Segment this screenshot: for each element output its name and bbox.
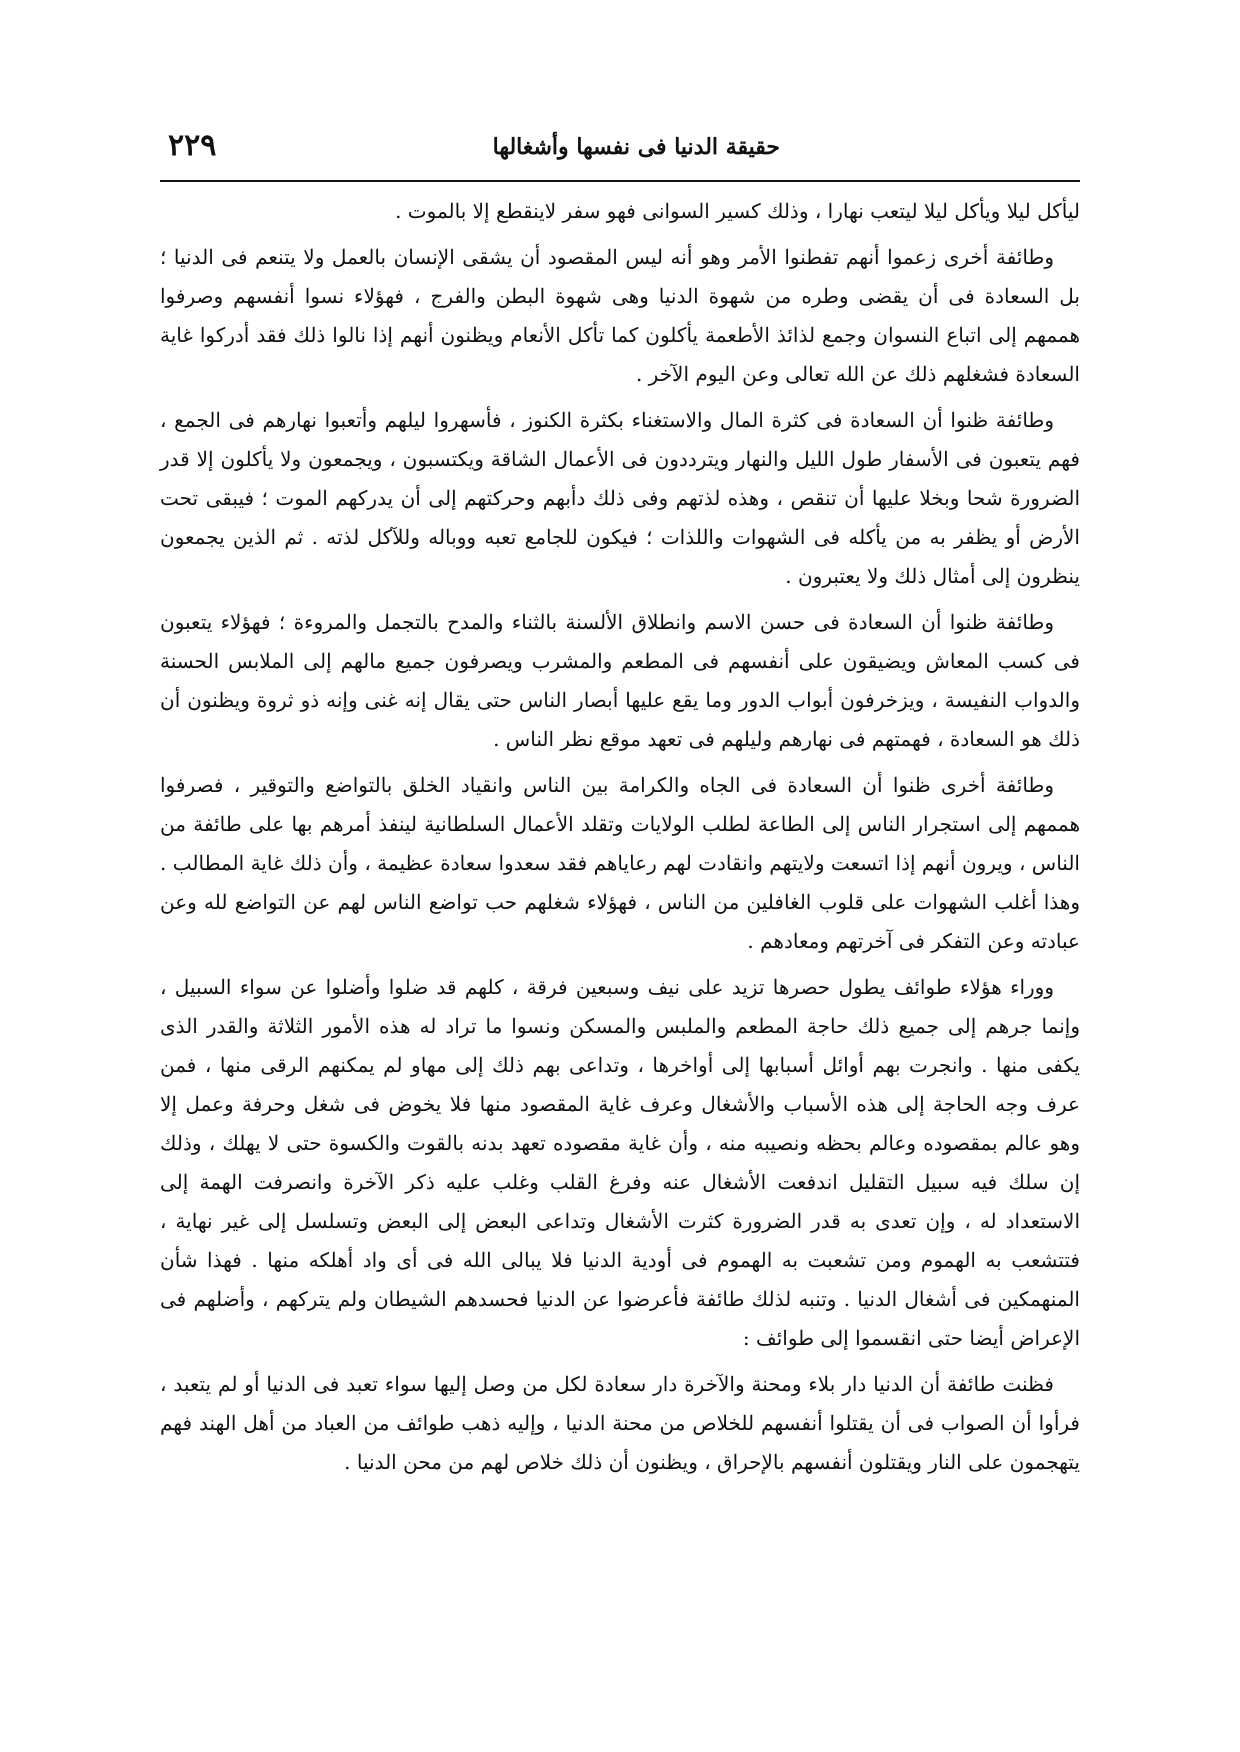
body-text (160, 192, 1080, 1489)
running-title: حقيقة الدنيا فى نفسها وأشغالها (492, 134, 780, 160)
page-number: ٢٢٩ (168, 128, 217, 163)
header-rule (160, 180, 1080, 182)
paragraph-5: وطائفة أخرى ظنوا أن السعادة فى الجاه والكرامة بين الناس وانقياد الخلق بالتواضع والتوقير ، فصرفوا هممهم إلى استجرار الناس إلى الطاعة لطلب الولايات وتقلد الأعمال السلطانية لينفذ أمرهم بها على طائفة من الناس ، ويرون أنهم إذا اتسعت ولايتهم وانقادت لهم رعاياهم فقد سعدوا سعادة عظيمة ، وأن ذلك غاية المطالب . وهذا أغلب الشهوات على قلوب الغافلين من الناس ، فهؤلاء شغلهم حب تواضع الناس لهم عن التواضع لله وعن عبادته وعن التفكر فى آخرتهم ومعادهم . (160, 773, 1080, 953)
paragraph-7: فظنت طائفة أن الدنيا دار بلاء ومحنة والآخرة دار سعادة لكل من وصل إليها سواء تعبد فى الدنيا أو لم يتعبد ، فرأوا أن الصواب فى أن يقتلوا أنفسهم للخلاص من محنة الدنيا ، وإليه ذهب طوائف من العباد من أهل الهند فهم يتهجمون على النار ويقتلون أنفسهم بالإحراق ، ويظنون أن ذلك خلاص لهم من محن الدنيا . (160, 1372, 1080, 1474)
paragraph-1: ليأكل ليلا ويأكل ليلا ليتعب نهارا ، وذلك كسير السوانى فهو سفر لاينقطع إلا بالموت . (395, 199, 1080, 223)
paragraph-3: وطائفة ظنوا أن السعادة فى كثرة المال والاستغناء بكثرة الكنوز ، فأسهروا ليلهم وأتعبوا نهارهم فى الجمع ، فهم يتعبون فى الأسفار طول الليل والنهار ويترددون فى الأعمال الشاقة ويكتسبون ، ويجمعون ولا يأكلون إلا قدر الضرورة شحا وبخلا عليها أن تنقص ، وهذه لذتهم وفى ذلك دأبهم وحركتهم إلى أن يدركهم الموت ؛ فيبقى تحت الأرض أو يظفر به من يأكله فى الشهوات واللذات ؛ فيكون للجامع تعبه ووباله وللآكل لذته . ثم الذين يجمعون ينظرون إلى أمثال ذلك ولا يعتبرون . (160, 408, 1080, 588)
book-page (160, 0, 1080, 1752)
paragraph-6: ووراء هؤلاء طوائف يطول حصرها تزيد على نيف وسبعين فرقة ، كلهم قد ضلوا وأضلوا عن سواء السبيل ، وإنما جرهم إلى جميع ذلك حاجة المطعم والملبس والمسكن ونسوا ما تراد له هذه الأمور الثلاثة والقدر الذى يكفى منها . وانجرت بهم أوائل أسبابها إلى أواخرها ، وتداعى بهم ذلك إلى مهاو لم يمكنهم الرقى منها ، فمن عرف وجه الحاجة إلى هذه الأسباب والأشغال وعرف غاية المقصود منها فلا يخوض فى شغل وحرفة وعمل إلا وهو عالم بمقصوده وعالم بحظه ونصيبه منه ، وأن غاية مقصوده تعهد بدنه بالقوت والكسوة حتى لا يهلك ، وذلك إن سلك فيه سبيل التقليل اندفعت الأشغال عنه وفرغ القلب وغلب عليه ذكر الآخرة وانصرفت الهمة إلى الاستعداد له ، وإن تعدى به قدر الضرورة كثرت الأشغال وتداعى البعض إلى البعض وتسلسل إلى غير نهاية ، فتتشعب به الهموم ومن تشعبت به الهموم فى أودية الدنيا فلا يبالى الله فى أى واد أهلكه منها . فهذا شأن المنهمكين فى أشغال الدنيا . وتنبه لذلك طائفة فأعرضوا عن الدنيا فحسدهم الشيطان ولم يتركهم ، وأضلهم فى الإعراض أيضا حتى انقسموا إلى طوائف : (160, 975, 1080, 1350)
paragraph-2: وطائفة أخرى زعموا أنهم تفطنوا الأمر وهو أنه ليس المقصود أن يشقى الإنسان بالعمل ولا يتنعم فى الدنيا ؛ بل السعادة فى أن يقضى وطره من شهوة الدنيا وهى شهوة البطن والفرج ، فهؤلاء نسوا أنفسهم وصرفوا هممهم إلى اتباع النسوان وجمع لذائذ الأطعمة يأكلون كما تأكل الأنعام ويظنون أنهم إذا نالوا ذلك فقد أدركوا غاية السعادة فشغلهم ذلك عن الله تعالى وعن اليوم الآخر . (160, 245, 1080, 386)
page-header (160, 128, 1080, 176)
paragraph-4: وطائفة ظنوا أن السعادة فى حسن الاسم وانطلاق الألسنة بالثناء والمدح بالتجمل والمروءة ؛ فهؤلاء يتعبون فى كسب المعاش ويضيقون على أنفسهم فى المطعم والمشرب ويصرفون جميع مالهم إلى الملابس الحسنة والدواب النفيسة ، ويزخرفون أبواب الدور وما يقع عليها أبصار الناس حتى يقال إنه غنى وإنه ذو ثروة ويظنون أن ذلك هو السعادة ، فهمتهم فى نهارهم وليلهم فى تعهد موقع نظر الناس . (160, 610, 1080, 751)
